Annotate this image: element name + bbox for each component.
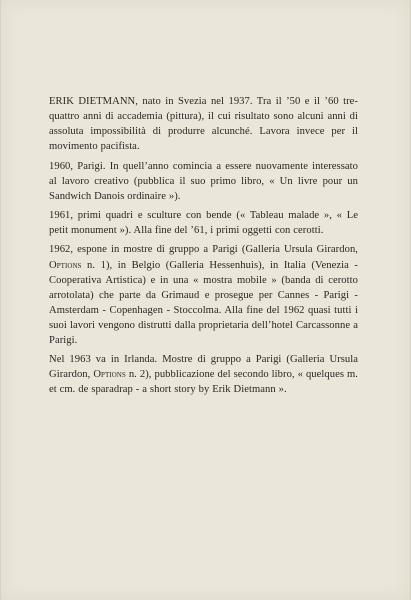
small-caps-word: Options: [49, 259, 82, 271]
small-caps-word: Options: [93, 369, 126, 381]
paragraph-text: ERIK DIETMANN, nato in Svezia nel 1937. Tra il ’50 e il ’60 tre-quattro anni di accademia (pittura), il cui risultato sono alcuni anni di assoluta impossibilità di produrre alcunché. Lavora invece per il movimento pacifista.: [49, 96, 358, 153]
paragraph-2: [49, 159, 358, 204]
biography-text: [49, 94, 358, 402]
paragraph-1: [49, 94, 358, 154]
paragraph-text: Nel 1963 va in Irlanda. Mostre di gruppo a Parigi (Galleria Ursula Girardon,: [49, 354, 358, 381]
paragraph-text: n. 1), in Belgio (Galleria Hessenhuis), in Italia (Venezia - Cooperativa Artistica) e in una « mostra mobile » (banda di cerotto arrotolata) che parte da Grimaud e prosegue per Cannes - Parigi - Amsterdam - Copenhagen - Stoccolma. Alla fine del 1962 quasi tutti i suoi lavori vengono distrutti dalla proprietaria dell’hotel Carcassonne a Parigi.: [49, 259, 358, 346]
paragraph-text: n. 2), pubblicazione del secondo libro, « quelques m. et cm. de sparadrap - a short story by Erik Dietmann ».: [49, 369, 358, 396]
paragraph-4: [49, 242, 358, 348]
paragraph-3: [49, 208, 358, 238]
paragraph-text: 1962, espone in mostre di gruppo a Parigi (Galleria Ursula Girardon,: [49, 244, 358, 256]
paragraph-text: 1961, primi quadri e sculture con bende (« Tableau malade », « Le petit monument »). Alla fine del ’61, i primi oggetti con cerotti.: [49, 210, 358, 237]
paragraph-5: [49, 352, 358, 397]
paragraph-text: 1960, Parigi. In quell’anno comincia a essere nuovamente interessato al lavoro creativo (pubblica il suo primo libro, « Un livre pour un Sandwich Danois ordinaire »).: [49, 160, 358, 202]
